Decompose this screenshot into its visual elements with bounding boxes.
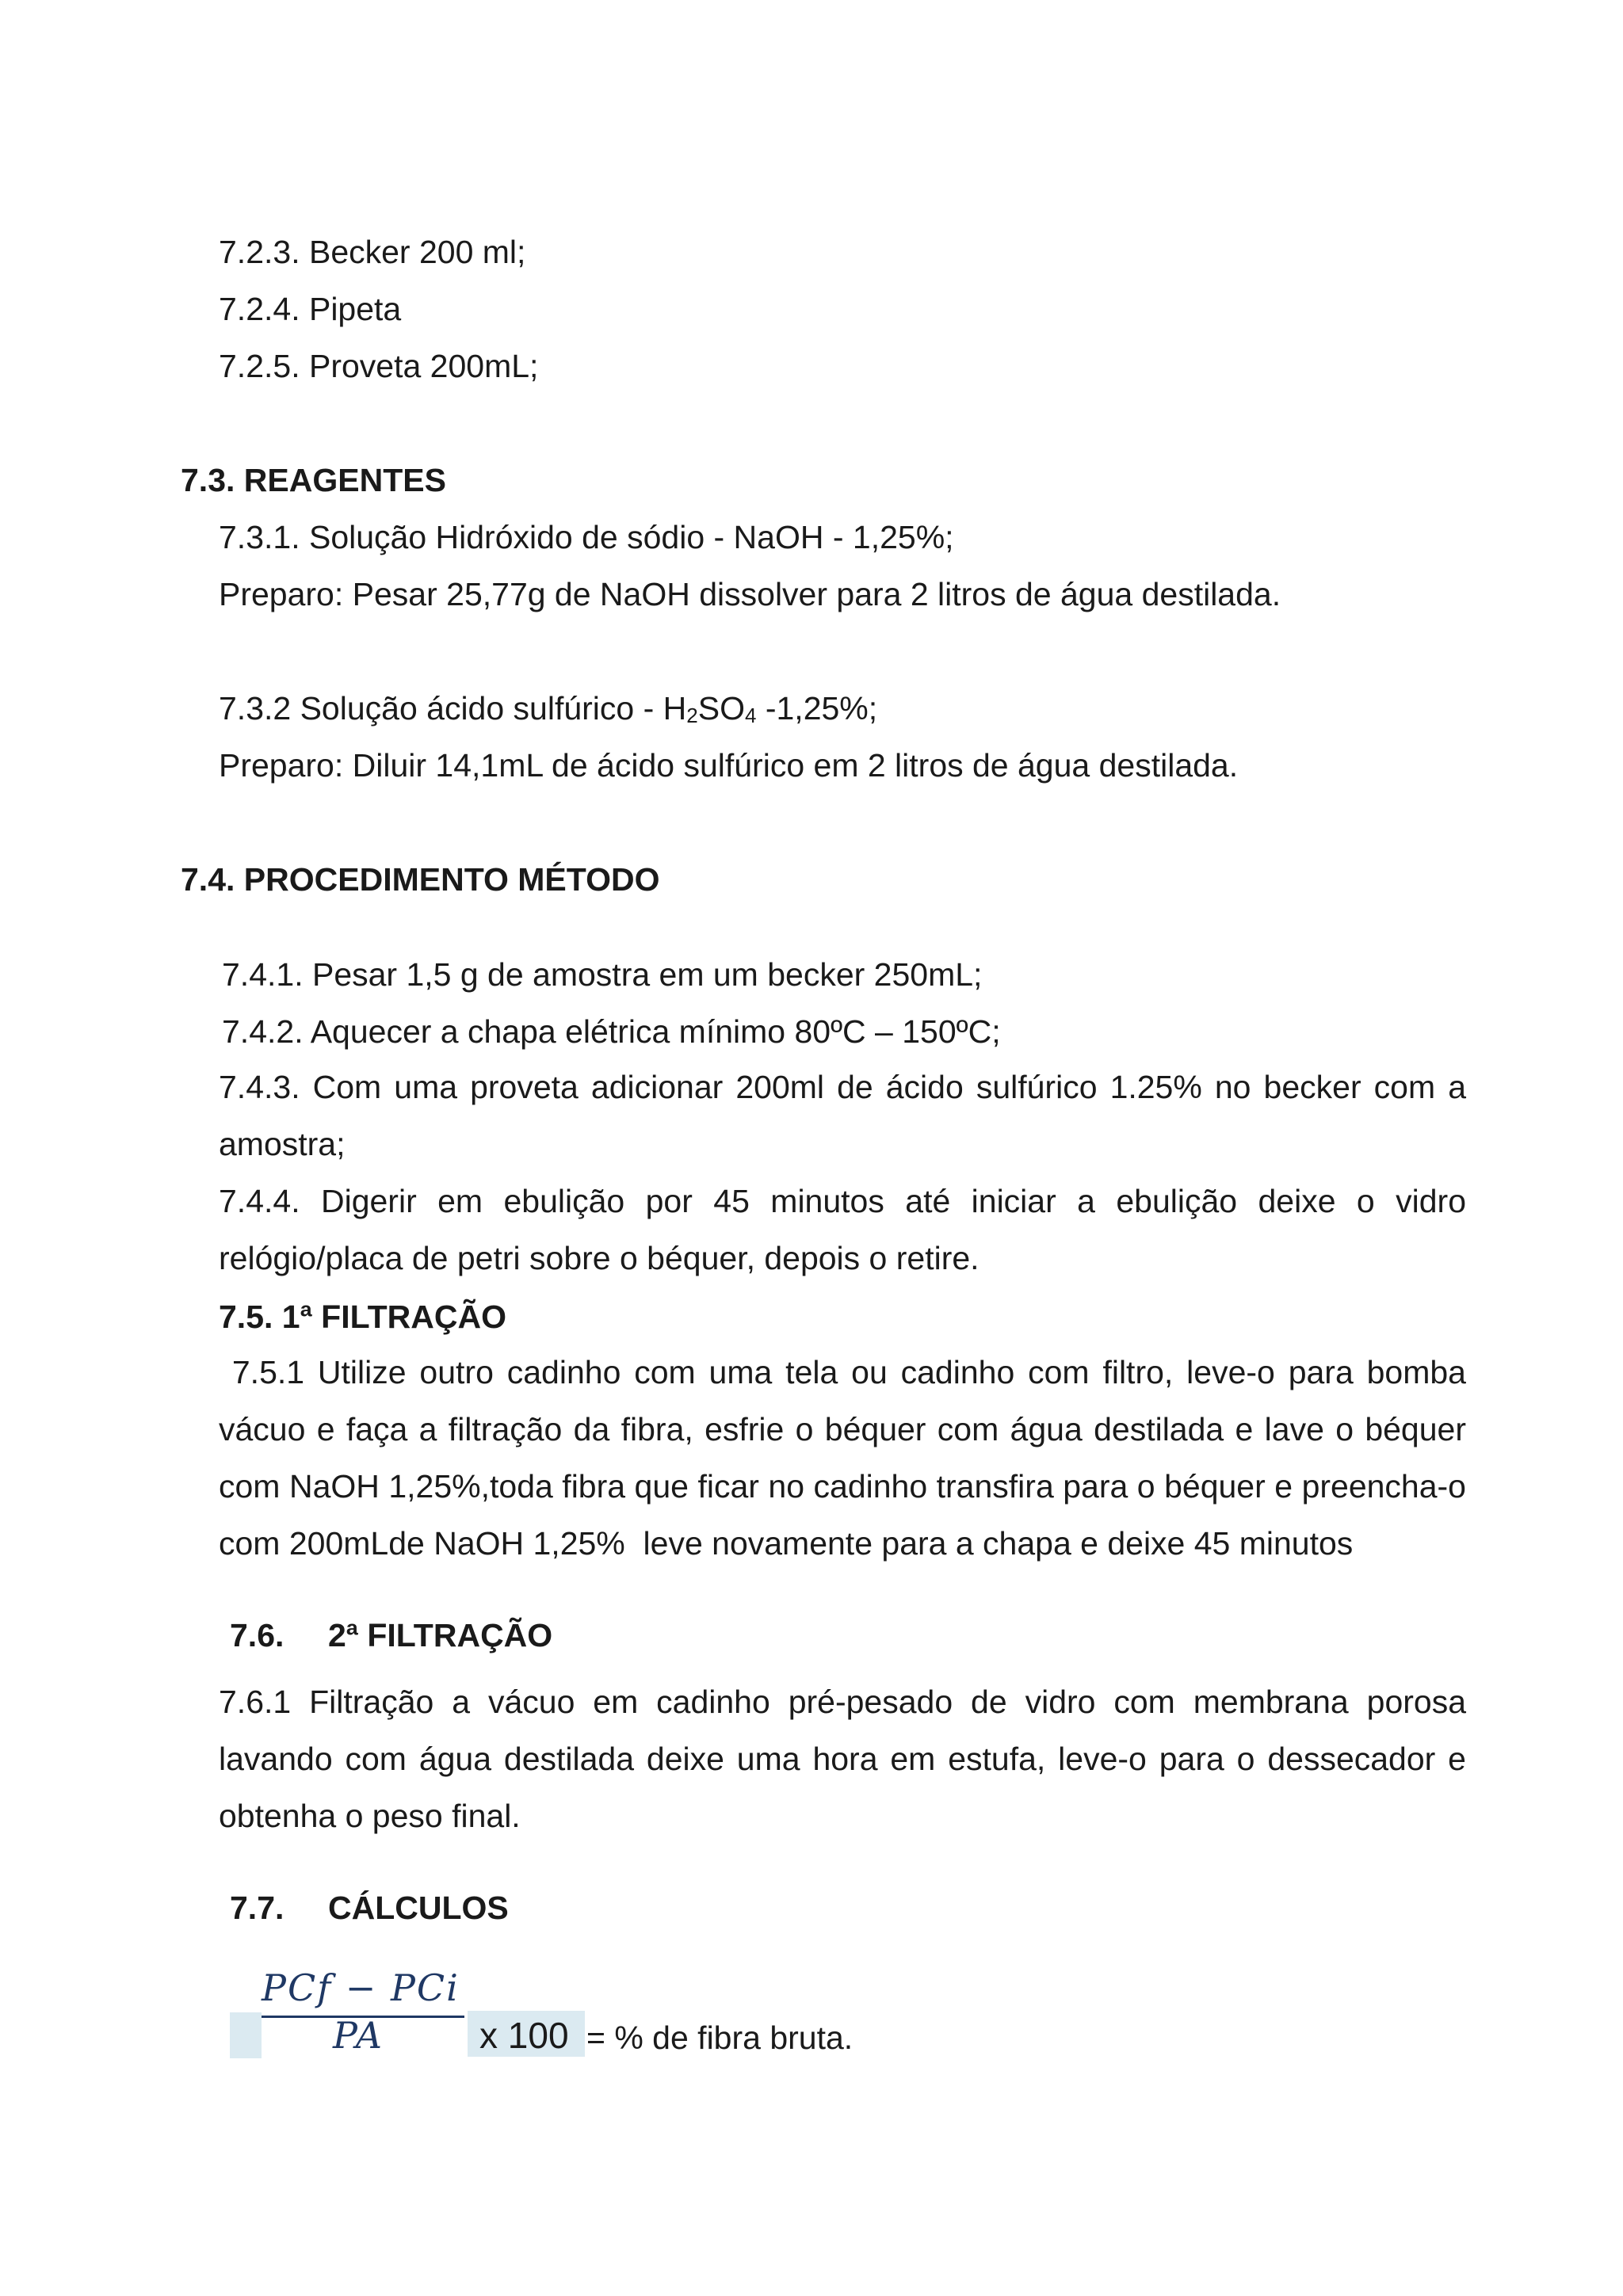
heading-7-7-number: 7.7.: [230, 1890, 285, 1926]
heading-7-7: CÁLCULOS: [328, 1890, 509, 1926]
formula-numerator: PCf − PCi: [262, 1966, 460, 2009]
heading-7-5: 7.5. 1ª FILTRAÇÃO: [219, 1299, 506, 1335]
item-7-2-3: 7.2.3. Becker 200 ml;: [219, 234, 526, 270]
item-7-3-2: 7.3.2 Solução ácido sulfúrico - $H_2SO_4$ -1,25%;: [219, 690, 878, 727]
item-7-6-1: 7.6.1 Filtração a vácuo em cadinho pré-pesado de vidro com membrana porosa lavando com água destilada deixe uma hora em estufa, leve-o para o dessecador e obtenha o peso final.: [219, 1684, 1466, 1834]
item-7-3-2-preparo: Preparo: Diluir 14,1mL de ácido sulfúrico em 2 litros de água destilada.: [219, 747, 1239, 784]
item-7-4-1: 7.4.1. Pesar 1,5 g de amostra em um becker 250mL;: [222, 956, 983, 993]
item-7-5-1: 7.5.1 Utilize outro cadinho com uma tela ou cadinho com filtro, leve-o para bomba vácuo e faça a filtração da fibra, esfrie o béquer com água destilada e lave o béquer com NaOH 1,25%,toda fibra que ficar no cadinho transfira para o béquer e preencha-o com 200mLde NaOH 1,25% leve novamente para a chapa e deixe 45 minutos: [219, 1354, 1476, 1562]
formula-highlight-left: [230, 2012, 262, 2058]
item-7-3-1: 7.3.1. Solução Hidróxido de sódio - NaOH - 1,25%;: [219, 519, 954, 555]
item-7-4-3: 7.4.3. Com uma proveta adicionar 200ml de ácido sulfúrico 1.25% no becker com a amostra;: [219, 1069, 1466, 1162]
formula-multiplier: x 100: [479, 2015, 569, 2056]
heading-7-6: 2ª FILTRAÇÃO: [328, 1617, 553, 1653]
heading-7-3: 7.3. REAGENTES: [181, 462, 446, 498]
item-7-4-2: 7.4.2. Aquecer a chapa elétrica mínimo 80ºC – 150ºC;: [222, 1013, 1001, 1050]
heading-7-6-number: 7.6.: [230, 1617, 285, 1653]
item-7-2-4: 7.2.4. Pipeta: [219, 291, 402, 327]
formula-denominator: PA: [333, 2014, 384, 2057]
item-7-2-5: 7.2.5. Proveta 200mL;: [219, 348, 539, 384]
item-7-4-4: 7.4.4. Digerir em ebulição por 45 minutos até iniciar a ebulição deixe o vidro relógio/placa de petri sobre o béquer, depois o retire.: [219, 1183, 1466, 1276]
heading-7-4: 7.4. PROCEDIMENTO MÉTODO: [181, 861, 660, 898]
item-7-3-1-preparo: Preparo: Pesar 25,77g de NaOH dissolver para 2 litros de água destilada.: [219, 576, 1281, 612]
formula-result: = % de fibra bruta.: [586, 2019, 854, 2056]
